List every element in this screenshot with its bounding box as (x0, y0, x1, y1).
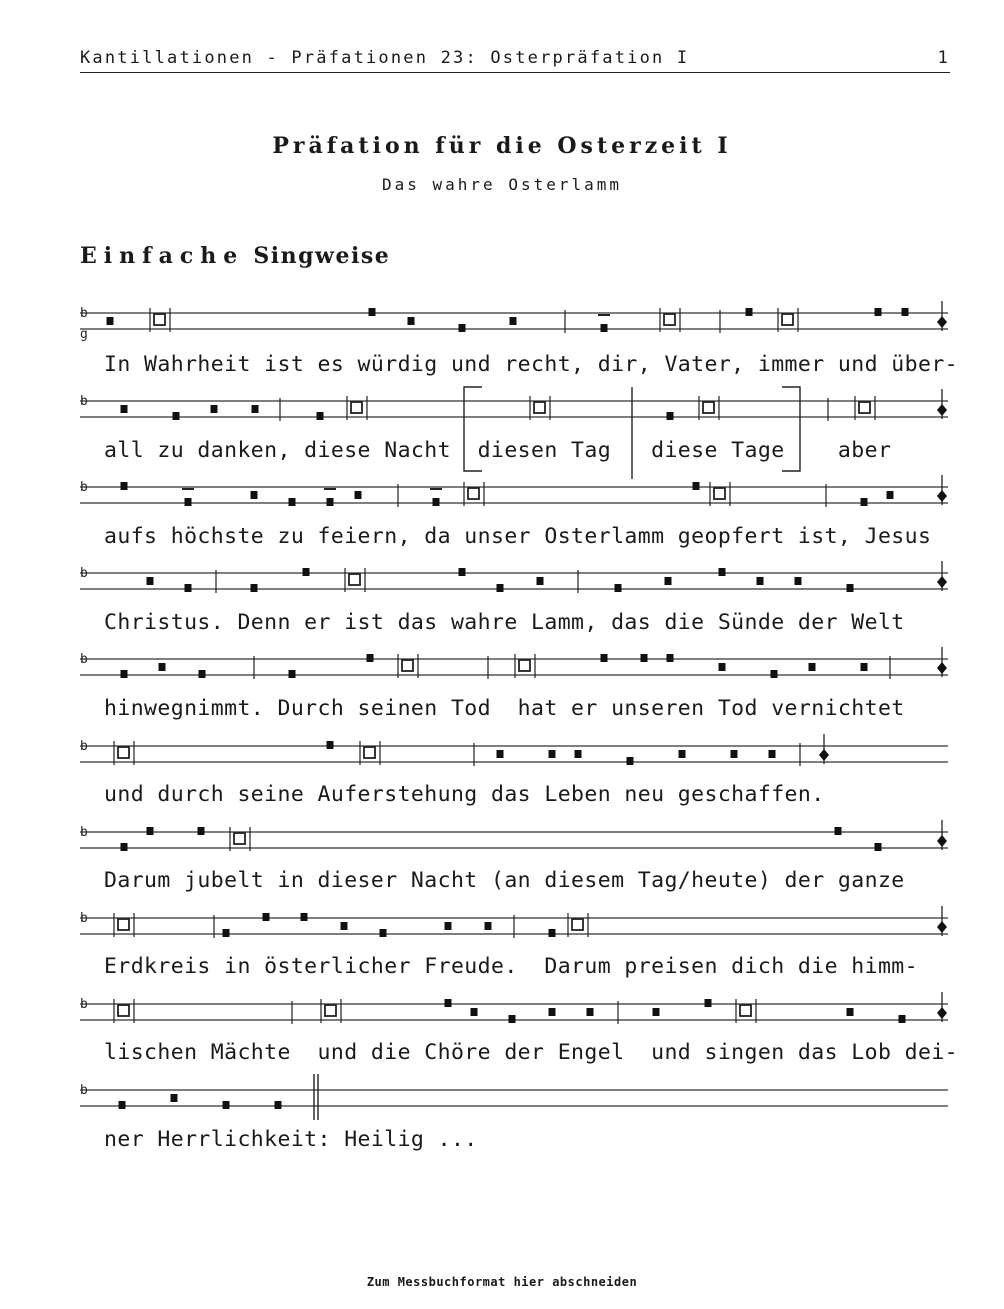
neume-5-5 (289, 670, 296, 678)
neume-6-7 (575, 750, 582, 758)
neume-3-3 (251, 491, 258, 499)
lyric-line-10: ner Herrlichkeit: Heilig ... (104, 1127, 478, 1152)
clef-flat-8: b (80, 911, 88, 926)
neume-9-6 (509, 1015, 516, 1023)
neume-1-1 (107, 317, 114, 325)
neume-4-4 (251, 584, 258, 592)
document-subtitle: Das wahre Osterlamm (381, 175, 623, 194)
neume-9-1 (118, 1005, 129, 1016)
neume-4-13 (719, 568, 726, 576)
neume-7-2 (147, 827, 154, 835)
neume-4-5 (303, 568, 310, 576)
neume-3-8 (433, 498, 440, 506)
running-title: Kantillationen - Präfationen 23: Osterpräfation I (80, 48, 690, 68)
neume-8-12 (572, 919, 583, 930)
lyric-line-9: lischen Mächte und die Chöre der Engel und singen das Lob dei- (104, 1040, 959, 1065)
neume-2-13 (937, 404, 947, 416)
neume-8-1 (118, 919, 129, 930)
neume-5-16 (861, 663, 868, 671)
neume-5-1 (121, 670, 128, 678)
neume-8-6 (341, 922, 348, 930)
neume-5-7 (402, 660, 413, 671)
clef-flat-1: b (80, 306, 88, 321)
neume-8-11 (549, 929, 556, 937)
neume-7-1 (121, 843, 128, 851)
clef-flat-10: b (80, 1083, 88, 1098)
neume-8-5 (301, 913, 308, 921)
lyric-line-2: all zu danken, diese Nacht diesen Tag diese Tage aber (104, 438, 892, 463)
neume-7-6 (875, 843, 882, 851)
neume-1-15 (937, 316, 947, 328)
neume-9-3 (325, 1005, 336, 1016)
neume-1-3 (369, 308, 376, 316)
lyric-line-8: Erdkreis in österlicher Freude. Darum preisen dich die himm- (104, 954, 918, 979)
neume-5-13 (719, 663, 726, 671)
clef-flat-3: b (80, 480, 88, 495)
neume-3-9 (468, 488, 479, 499)
neume-4-1 (147, 577, 154, 585)
neume-9-11 (705, 999, 712, 1007)
neume-6-1 (118, 747, 129, 758)
document-title: Präfation für die Osterzeit I (272, 133, 732, 159)
neume-2-3 (211, 405, 218, 413)
neume-5-9 (519, 660, 530, 671)
neume-5-11 (641, 654, 648, 662)
neume-1-11 (746, 308, 753, 316)
neume-8-8 (445, 922, 452, 930)
neume-8-13 (937, 921, 947, 933)
neume-9-8 (587, 1008, 594, 1016)
lyric-line-5: hinwegnimmt. Durch seinen Tod hat er unseren Tod vernichtet (104, 696, 905, 721)
neume-9-10 (653, 1008, 660, 1016)
neume-3-4 (289, 498, 296, 506)
neume-4-9 (537, 577, 544, 585)
clef-flat-5: b (80, 652, 88, 667)
neume-2-7 (351, 402, 362, 413)
neume-6-6 (549, 750, 556, 758)
neume-5-6 (367, 654, 374, 662)
neume-4-15 (795, 577, 802, 585)
section-heading-rest: Singweise (253, 243, 391, 269)
neume-5-12 (667, 654, 674, 662)
neume-4-6 (349, 574, 360, 585)
neume-1-9 (664, 314, 675, 325)
neume-3-6 (355, 491, 362, 499)
neume-1-13 (875, 308, 882, 316)
neume-9-5 (471, 1008, 478, 1016)
clef-flat-9: b (80, 997, 88, 1012)
neume-5-15 (809, 663, 816, 671)
lyric-line-3: aufs höchste zu feiern, da unser Osterlamm geopfert ist, Jesus (104, 524, 932, 549)
neume-2-8 (534, 402, 545, 413)
neume-2-10 (703, 402, 714, 413)
neume-2-6 (317, 412, 324, 420)
neume-7-7 (937, 835, 947, 847)
neume-10-4 (275, 1101, 282, 1109)
neume-8-7 (380, 929, 387, 937)
neume-3-10 (693, 482, 700, 490)
neume-10-2 (171, 1094, 178, 1102)
neume-9-4 (445, 999, 452, 1007)
neume-6-11 (769, 750, 776, 758)
page-number: 1 (937, 48, 950, 68)
neume-4-17 (937, 576, 947, 588)
neume-1-5 (459, 324, 466, 332)
section-heading-spaced: Einfache (80, 243, 245, 269)
neume-2-12 (859, 402, 870, 413)
neume-4-14 (757, 577, 764, 585)
clef-flat-7: b (80, 825, 88, 840)
neume-9-7 (549, 1008, 556, 1016)
neume-9-15 (937, 1007, 947, 1019)
neume-4-16 (847, 584, 854, 592)
cut-instruction: Zum Messbuchformat hier abschneiden (366, 1275, 638, 1289)
lyric-line-6: und durch seine Auferstehung das Leben neu geschaffen. (104, 782, 825, 807)
neume-9-12 (740, 1005, 751, 1016)
neume-7-4 (234, 833, 245, 844)
neume-5-3 (199, 670, 206, 678)
neume-6-5 (497, 750, 504, 758)
lyric-line-7: Darum jubelt in dieser Nacht (an diesem Tag/heute) der ganze (104, 868, 905, 893)
clef-flat-6: b (80, 739, 88, 754)
neume-3-1 (121, 482, 128, 490)
neume-3-13 (861, 498, 868, 506)
neume-3-11 (714, 488, 725, 499)
neume-4-2 (185, 584, 192, 592)
lyric-line-1: In Wahrheit ist es würdig und recht, dir, Vater, immer und über- (104, 352, 959, 377)
clef-flat-2: b (80, 394, 88, 409)
neume-10-1 (119, 1101, 126, 1109)
neume-4-12 (665, 577, 672, 585)
neume-9-13 (847, 1008, 854, 1016)
neume-10-3 (223, 1101, 230, 1109)
neume-6-10 (731, 750, 738, 758)
clef-letter: g (80, 327, 88, 342)
neume-3-5 (327, 498, 334, 506)
neume-1-12 (782, 314, 793, 325)
lyric-line-4: Christus. Denn er ist das wahre Lamm, das die Sünde der Welt (104, 610, 905, 635)
neume-5-18 (937, 662, 947, 674)
neume-2-9 (667, 412, 674, 420)
neume-3-2 (185, 498, 192, 506)
clef-flat-4: b (80, 566, 88, 581)
neume-2-1 (121, 405, 128, 413)
neume-1-14 (902, 308, 909, 316)
neume-4-11 (615, 584, 622, 592)
neume-8-9 (485, 922, 492, 930)
neume-1-6 (510, 317, 517, 325)
neume-2-2 (173, 412, 180, 420)
neume-1-8 (601, 324, 608, 332)
neume-6-9 (679, 750, 686, 758)
neume-6-13 (819, 749, 829, 761)
neume-1-4 (408, 317, 415, 325)
neume-8-3 (223, 929, 230, 937)
neume-7-3 (198, 827, 205, 835)
neume-7-5 (835, 827, 842, 835)
neume-9-14 (899, 1015, 906, 1023)
neume-6-2 (327, 741, 334, 749)
neume-3-15 (937, 490, 947, 502)
neume-5-14 (771, 670, 778, 678)
neume-6-3 (364, 747, 375, 758)
neume-1-2 (154, 314, 165, 325)
neume-6-8 (627, 757, 634, 765)
neume-4-8 (497, 584, 504, 592)
neume-3-14 (887, 491, 894, 499)
neume-8-4 (263, 913, 270, 921)
neume-5-2 (159, 663, 166, 671)
neume-5-10 (601, 654, 608, 662)
neume-4-7 (459, 568, 466, 576)
neume-2-4 (252, 405, 259, 413)
